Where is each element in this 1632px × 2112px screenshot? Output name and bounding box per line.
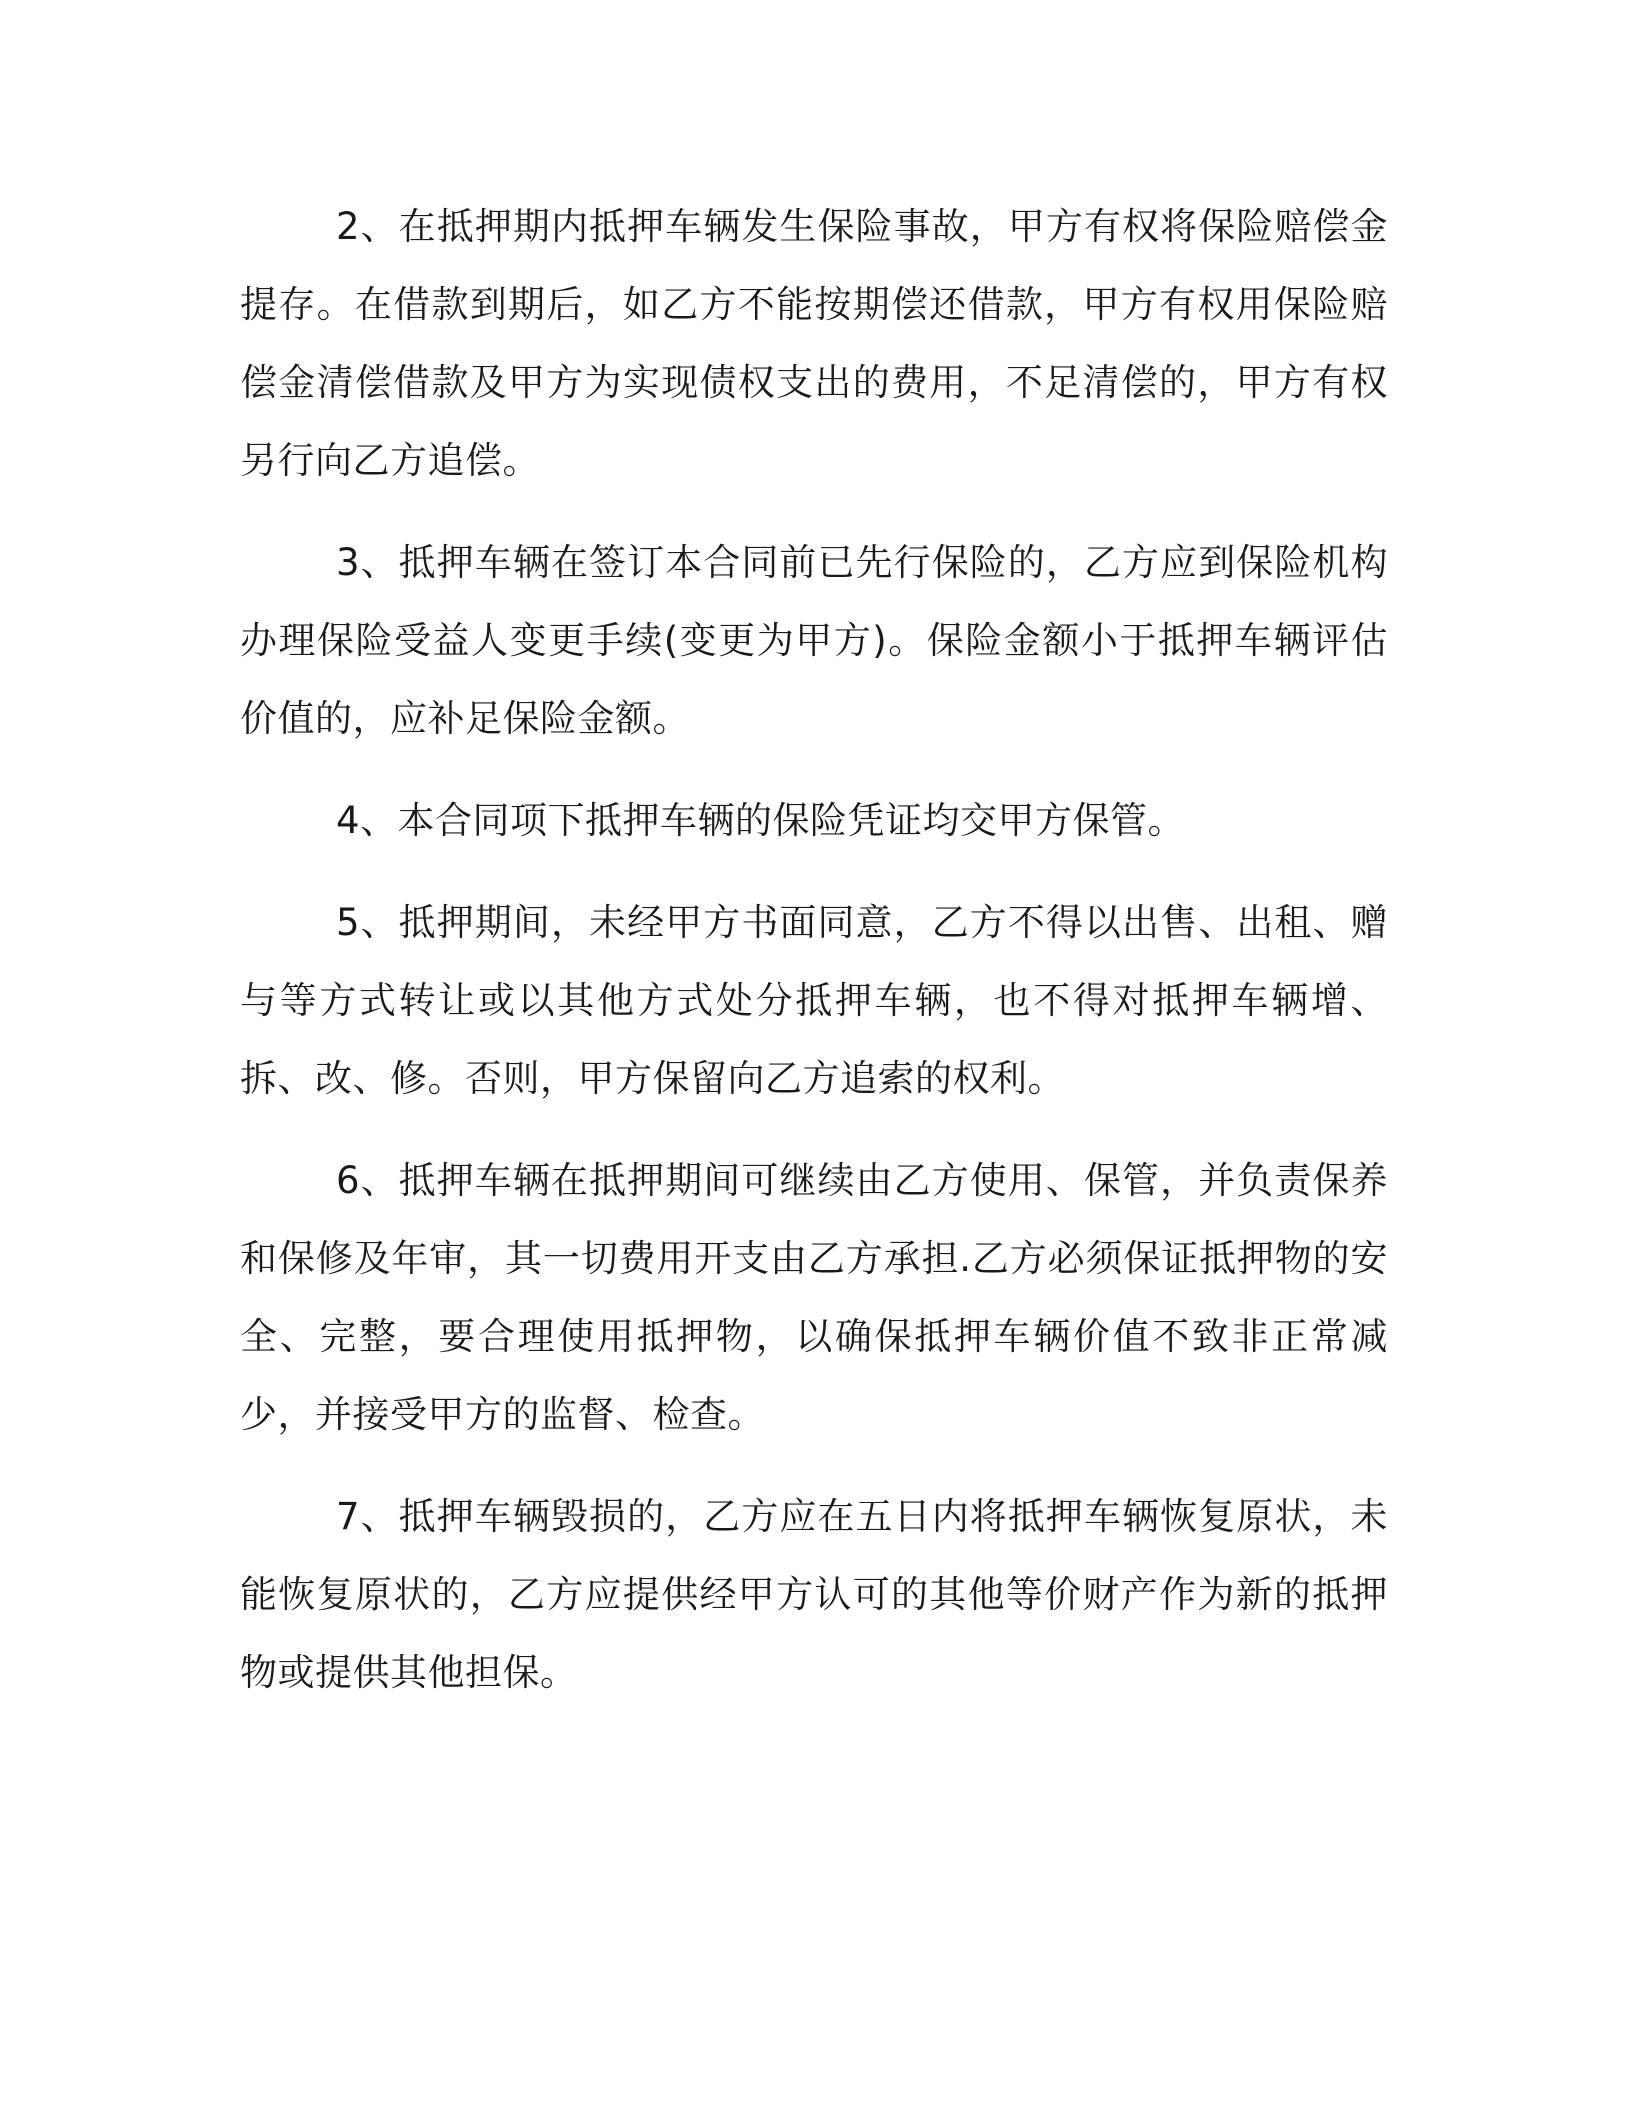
clause-5-paragraph: 5、抵押期间，未经甲方书面同意，乙方不得以出售、出租、赠与等方式转让或以其他方式处分抵押车辆，也不得对抵押车辆增、拆、改、修。否则，甲方保留向乙方追索的权利。: [240, 901, 1388, 1100]
clause-7-paragraph: 7、抵押车辆毁损的，乙方应在五日内将抵押车辆恢复原状，未能恢复原状的，乙方应提供经甲方认可的其他等价财产作为新的抵押物或提供其他担保。: [240, 1495, 1388, 1694]
clause-2-paragraph: 2、在抵押期内抵押车辆发生保险事故，甲方有权将保险赔偿金提存。在借款到期后，如乙方不能按期偿还借款，甲方有权用保险赔偿金清偿借款及甲方为实现债权支出的费用，不足清偿的，甲方有权另行向乙方追偿。: [240, 205, 1388, 482]
clause-6-paragraph: 6、抵押车辆在抵押期间可继续由乙方使用、保管，并负责保养和保修及年审，其一切费用开支由乙方承担.乙方必须保证抵押物的安全、完整，要合理使用抵押物，以确保抵押车辆价值不致非正常减少，并接受甲方的监督、检查。: [240, 1159, 1388, 1436]
clause-3-paragraph: 3、抵押车辆在签订本合同前已先行保险的，乙方应到保险机构办理保险受益人变更手续(变更为甲方)。保险金额小于抵押车辆评估价值的，应补足保险金额。: [240, 541, 1388, 740]
document-body: [240, 188, 1388, 1736]
clause-4-paragraph: 4、本合同项下抵押车辆的保险凭证均交甲方保管。: [336, 799, 1186, 842]
